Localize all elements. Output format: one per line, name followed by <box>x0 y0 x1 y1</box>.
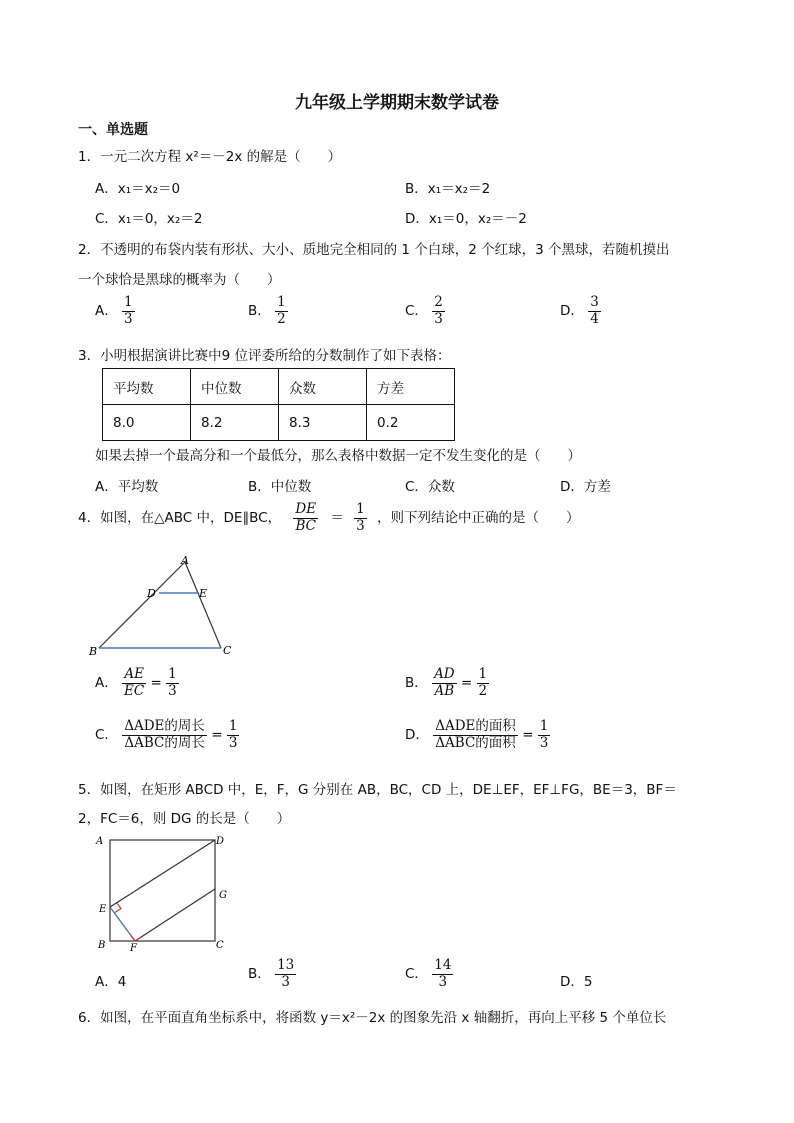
q5-option-d: D．5 <box>560 974 593 990</box>
q4-stem <box>78 502 580 534</box>
q4-label-d: D <box>147 587 156 600</box>
q4-option-c <box>95 719 239 751</box>
q4-c-num: ΔADE的周长 <box>124 718 205 734</box>
q4-equals: ＝ <box>330 510 344 527</box>
q2-option-a <box>95 295 135 327</box>
q5-rectangle-figure <box>92 830 242 955</box>
q2-option-d <box>560 295 601 327</box>
q4-d-lhs <box>433 719 518 751</box>
q3-option-a: A．平均数 <box>95 479 159 495</box>
q4-option-a <box>95 667 179 699</box>
q5-option-a: A．4 <box>95 974 127 990</box>
q2-option-c-fraction <box>432 295 445 327</box>
q4-c-den: ΔABC的周长 <box>124 734 205 751</box>
q5-label-e: E <box>99 904 107 915</box>
q4-d-equals: = <box>522 727 534 744</box>
table-cell: 8.3 <box>279 405 367 441</box>
q2-stem-line2: 一个球恰是黑球的概率为（ ） <box>78 272 281 288</box>
q4-c-rhs-den: 3 <box>228 734 238 751</box>
q6-stem-line1: 6．如图，在平面直角坐标系中，将函数 y＝x²－2x 的图象先沿 x 轴翻折，再向上平移 5 个单位长 <box>78 1010 667 1026</box>
q5-label-g: G <box>219 890 227 901</box>
q4-c-equals: = <box>211 727 223 744</box>
q3-option-d: D．方差 <box>560 479 611 495</box>
q2-option-d-label: D． <box>560 303 584 320</box>
q2-option-a-fraction <box>122 295 135 327</box>
q2-a-num: 1 <box>124 294 133 310</box>
q5-label-f: F <box>130 943 137 954</box>
q4-label-b: B <box>89 645 98 658</box>
q2-stem-line1: 2．不透明的布袋内装有形状、大小、质地完全相同的 1 个白球，2 个红球，3 个黑球，若随机摸出 <box>78 242 670 258</box>
q4-b-rhs-num: 1 <box>478 666 488 682</box>
q3-option-b: B．中位数 <box>248 479 312 495</box>
q5-label-a: A <box>96 836 104 847</box>
q4-d-rhs-den: 3 <box>539 734 549 751</box>
q5-option-c-fraction <box>432 958 453 990</box>
q3-stats-table <box>102 368 455 441</box>
q1-option-a: A．x₁＝x₂＝0 <box>95 181 181 197</box>
q2-a-den: 3 <box>124 310 133 327</box>
q5-option-b-label: B． <box>248 966 271 983</box>
q4-option-d-label: D． <box>405 727 429 744</box>
q4-d-rhs-num: 1 <box>539 718 549 734</box>
q4-option-d <box>405 719 550 751</box>
table-header-cell: 众数 <box>279 369 367 405</box>
table-cell: 8.2 <box>191 405 279 441</box>
q5-c-den: 3 <box>438 973 448 990</box>
q4-a-rhs-num: 1 <box>168 666 177 682</box>
q4-b-lhs <box>432 667 457 699</box>
q4-a-lhs <box>122 667 146 699</box>
q4-ratio-fraction <box>293 502 318 534</box>
q2-b-num: 1 <box>277 294 286 310</box>
q4-b-rhs-den: 2 <box>478 682 488 699</box>
q4-stem-pre: 4．如图，在△ABC 中，DE∥BC， <box>78 510 282 527</box>
q4-stem-post: ，则下列结论中正确的是（ ） <box>377 510 580 527</box>
q4-ratio-den: BC <box>295 517 316 534</box>
q4-b-num: AD <box>434 666 455 682</box>
q4-option-c-label: C． <box>95 727 118 744</box>
page-title: 九年级上学期期末数学试卷 <box>295 93 499 113</box>
q2-option-b-label: B． <box>248 303 271 320</box>
table-header-cell: 中位数 <box>191 369 279 405</box>
q4-d-rhs <box>538 719 551 751</box>
q4-c-lhs <box>122 719 207 751</box>
q2-d-den: 4 <box>590 310 599 327</box>
q4-a-rhs <box>166 667 179 699</box>
q1-option-b: B．x₁＝x₂＝2 <box>405 181 491 197</box>
q2-option-c <box>405 295 445 327</box>
q2-b-den: 2 <box>277 310 286 327</box>
q4-option-b <box>405 667 489 699</box>
q3-stem: 3．小明根据演讲比赛中9 位评委所给的分数制作了如下表格： <box>78 348 451 364</box>
q5-label-d: D <box>216 836 225 847</box>
q2-d-num: 3 <box>590 294 599 310</box>
q4-d-num: ΔADE的面积 <box>435 718 516 734</box>
table-header-cell: 方差 <box>367 369 455 405</box>
q5-stem-line2: 2，FC＝6，则 DG 的长是（ ） <box>78 811 291 827</box>
q4-label-e: E <box>199 587 208 600</box>
q3-option-c: C．众数 <box>405 479 455 495</box>
q4-option-b-label: B． <box>405 675 428 692</box>
q1-stem: 1．一元二次方程 x²＝－2x 的解是（ ） <box>78 149 342 165</box>
q2-option-b <box>248 295 288 327</box>
q5-b-num: 13 <box>277 957 295 973</box>
table-header-row <box>103 369 455 405</box>
q4-a-num: AE <box>122 667 146 684</box>
q4-a-den: EC <box>124 682 145 699</box>
q5-option-b-fraction <box>275 958 296 990</box>
q5-label-b: B <box>98 940 106 951</box>
q4-ratio-num: DE <box>295 501 317 517</box>
q2-c-den: 3 <box>434 310 443 327</box>
q5-option-c <box>405 958 453 990</box>
q4-c-rhs <box>227 719 240 751</box>
q5-label-c: C <box>216 940 224 951</box>
q3-follow-up: 如果去掉一个最高分和一个最低分，那么表格中数据一定不发生变化的是（ ） <box>95 448 581 464</box>
q4-b-rhs <box>477 667 490 699</box>
q2-option-d-fraction <box>588 295 601 327</box>
q4-d-den: ΔABC的面积 <box>435 734 516 751</box>
table-cell: 0.2 <box>367 405 455 441</box>
q4-c-rhs-num: 1 <box>228 718 238 734</box>
table-cell: 8.0 <box>103 405 191 441</box>
q2-option-b-fraction <box>275 295 288 327</box>
q1-option-c: C．x₁＝0，x₂＝2 <box>95 211 203 227</box>
q4-rhs-fraction <box>354 502 367 534</box>
q2-option-a-label: A． <box>95 303 118 320</box>
q4-rhs-den: 3 <box>356 517 365 534</box>
q4-a-equals: = <box>150 675 162 692</box>
q5-b-den: 3 <box>281 973 290 990</box>
q4-triangle-figure <box>85 552 245 662</box>
table-row <box>103 405 455 441</box>
q4-label-c: C <box>223 644 232 657</box>
q2-c-num: 2 <box>434 294 443 310</box>
q5-stem-line1: 5．如图，在矩形 ABCD 中，E，F，G 分别在 AB，BC，CD 上，DE⊥EF，EF⊥FG，BE＝3，BF＝ <box>78 782 677 798</box>
q4-b-den: AB <box>434 682 455 699</box>
q5-option-c-label: C． <box>405 966 428 983</box>
q4-option-a-label: A． <box>95 675 118 692</box>
q4-rhs-num: 1 <box>356 501 365 517</box>
q2-option-c-label: C． <box>405 303 428 320</box>
q4-b-equals: = <box>460 675 473 692</box>
table-header-cell: 平均数 <box>103 369 191 405</box>
q1-option-d: D．x₁＝0，x₂＝－2 <box>405 211 527 227</box>
q5-c-num: 14 <box>434 957 452 973</box>
q4-a-rhs-den: 3 <box>168 682 177 699</box>
section-heading: 一、单选题 <box>78 122 148 138</box>
q5-option-b <box>248 958 296 990</box>
q4-label-a: A <box>181 554 189 567</box>
